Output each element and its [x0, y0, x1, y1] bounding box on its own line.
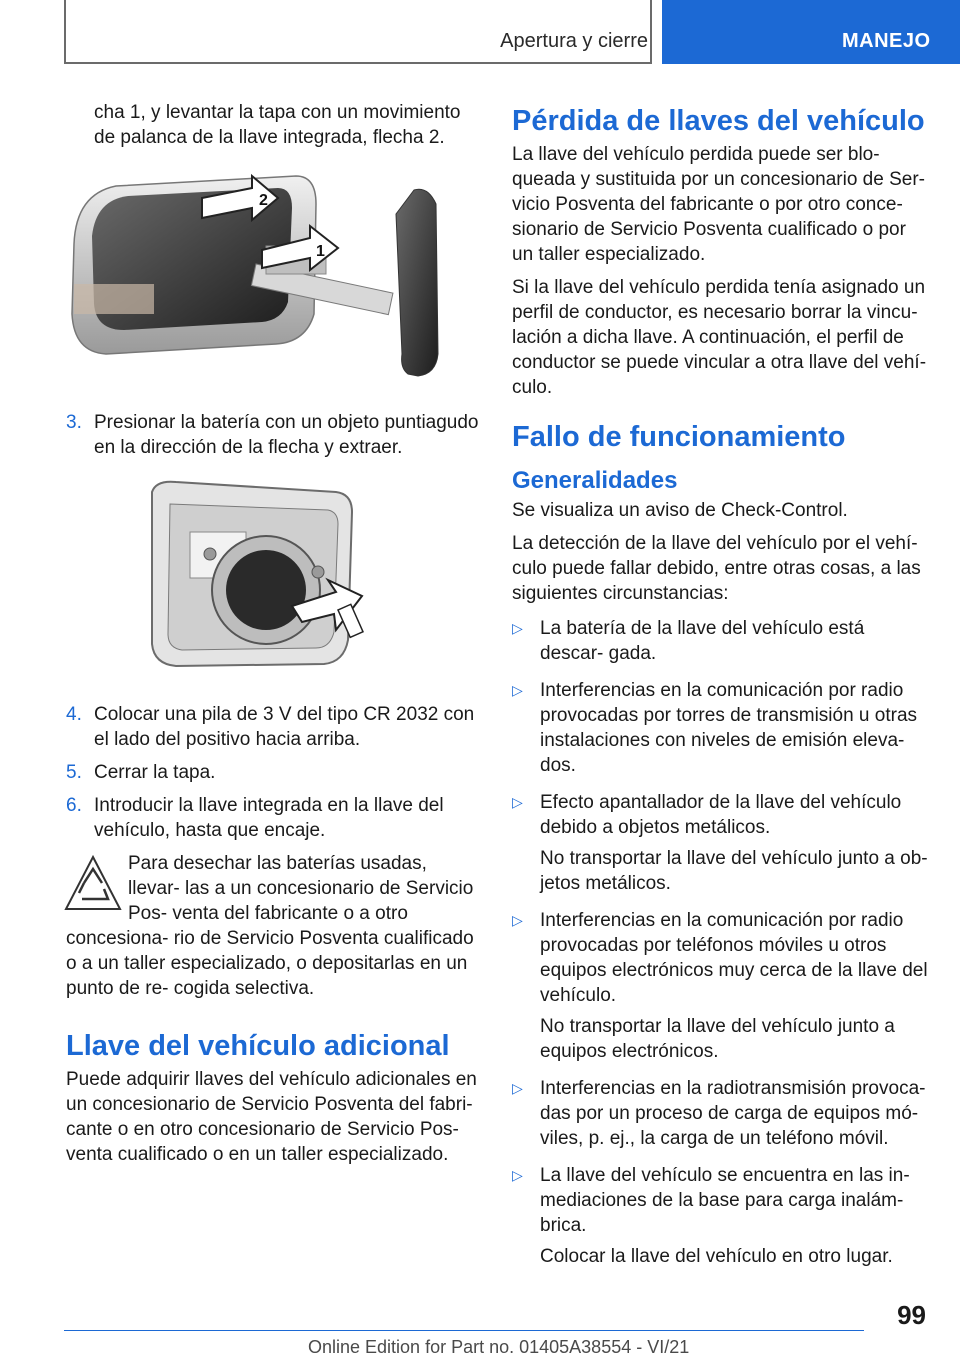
step-6-text: Introducir la llave integrada en la llave del vehículo, hasta que encaje.	[94, 795, 444, 841]
list-item	[512, 1163, 930, 1275]
list-item-text: La batería de la llave del vehículo está descar- gada.	[540, 618, 865, 664]
figure-arrow-2-label: 2	[259, 192, 268, 209]
key-integrated-illustration	[66, 164, 482, 396]
step-5-text: Cerrar la tapa.	[94, 762, 216, 783]
step-5-number: 5.	[66, 762, 82, 783]
header-chapter-tab[interactable]	[662, 0, 960, 64]
step-3	[66, 410, 482, 460]
list-item-note: Colocar la llave del vehículo en otro lugar.	[540, 1246, 893, 1267]
general-paragraph-1: Se visualiza un aviso de Check-Control.	[512, 500, 848, 521]
intro-paragraph: cha 1, y levantar la tapa con un movimiento de palanca de la llave integrada, flecha 2.	[94, 102, 461, 148]
bullet-triangle-icon: ▷	[512, 912, 523, 928]
bullet-triangle-icon: ▷	[512, 1080, 523, 1096]
step-5	[66, 760, 482, 785]
recycling-note	[66, 851, 482, 1001]
page-number: 99	[897, 1300, 926, 1330]
list-item-note: No transportar la llave del vehículo junto a equipos electrónicos.	[540, 1016, 895, 1062]
bullet-triangle-icon: ▷	[512, 1167, 523, 1183]
key-loss-paragraph-1: La llave del vehículo perdida puede ser blo- queada y sustituida por un concesionario de Ser- vicio Posventa del fabricante o por otro conce- sionario de Servicio Posventa cualificado o por un taller especializado.	[512, 144, 925, 265]
list-item-text: Efecto apantallador de la llave del vehículo debido a objetos metálicos.	[540, 792, 902, 838]
step-4	[66, 702, 482, 752]
list-item-text: Interferencias en la radiotransmisión provoca- das por un proceso de carga de equipos mó- viles, p. ej., la carga de un teléfono móvil.	[540, 1078, 926, 1149]
list-item-text: La llave del vehículo se encuentra en las in- mediaciones de la base para carga inalám- brica.	[540, 1165, 910, 1236]
list-item	[512, 616, 930, 672]
left-column	[66, 100, 482, 1175]
header-chapter-label: MANEJO	[842, 30, 931, 52]
heading-malfunction: Fallo de funcionamiento	[512, 421, 846, 453]
recycle-icon	[62, 853, 124, 915]
header-divider-left	[64, 0, 66, 62]
step-3-text: Presionar la batería con un objeto puntiagudo en la dirección de la flecha y extraer.	[94, 412, 479, 458]
right-column	[512, 104, 930, 1281]
header-section-title: Apertura y cierre	[500, 30, 648, 52]
header-underline	[64, 62, 652, 64]
list-item	[512, 678, 930, 784]
heading-additional-key: Llave del vehículo adicional	[66, 1030, 450, 1062]
battery-compartment-illustration	[66, 472, 482, 678]
list-item	[512, 908, 930, 1070]
circumstances-list	[512, 616, 930, 1275]
step-6	[66, 793, 482, 843]
heading-general: Generalidades	[512, 467, 678, 494]
list-item	[512, 1076, 930, 1157]
figure-battery	[66, 472, 482, 678]
step-4-number: 4.	[66, 704, 82, 725]
step-4-text: Colocar una pila de 3 V del tipo CR 2032 con el lado del positivo hacia arriba.	[94, 704, 475, 750]
bullet-triangle-icon: ▷	[512, 794, 523, 810]
bullet-triangle-icon: ▷	[512, 682, 523, 698]
figure-arrow-1-label: 1	[316, 243, 325, 260]
key-loss-paragraph-2: Si la llave del vehículo perdida tenía asignado un perfil de conductor, es necesario borrar la vincu- lación a dicha llave. A continuación, el perfil de conductor se puede vincular a otra llave del vehí- culo.	[512, 277, 927, 398]
bullet-triangle-icon: ▷	[512, 620, 523, 636]
recycling-note-text: Para desechar las baterías usadas, llevar- las a un concesionario de Servicio Pos- venta del fabricante o a otro concesiona- rio de Servicio Posventa cualificado o a un taller especializado, o depositarlas en un punto de re- cogida selectiva.	[66, 853, 474, 999]
step-6-number: 6.	[66, 795, 82, 816]
footer-edition: Online Edition for Part no. 01405A38554 - VI/21	[308, 1337, 690, 1357]
footer-rule	[64, 1330, 864, 1331]
heading-key-loss: Pérdida de llaves del vehículo	[512, 105, 925, 137]
list-item-text: Interferencias en la comunicación por radio provocadas por torres de transmisión u otras instalaciones con niveles de emisión eleva- dos.	[540, 680, 918, 776]
list-item	[512, 790, 930, 902]
figure-key-integrated	[66, 164, 482, 396]
general-paragraph-2: La detección de la llave del vehículo por el vehí- culo puede fallar debido, entre otras cosas, a las siguientes circunstancias:	[512, 533, 921, 604]
list-item-text: Interferencias en la comunicación por radio provocadas por teléfonos móviles u otros equipos electrónicos muy cerca de la llave del vehículo.	[540, 910, 928, 1006]
header-divider-right	[650, 0, 652, 62]
list-item-note: No transportar la llave del vehículo junto a ob- jetos metálicos.	[540, 848, 928, 894]
additional-key-text: Puede adquirir llaves del vehículo adicionales en un concesionario de Servicio Posventa del fabri- cante o en otro concesionario de Servicio Pos- venta cualificado o en un taller especializado.	[66, 1069, 477, 1165]
step-3-number: 3.	[66, 412, 82, 433]
